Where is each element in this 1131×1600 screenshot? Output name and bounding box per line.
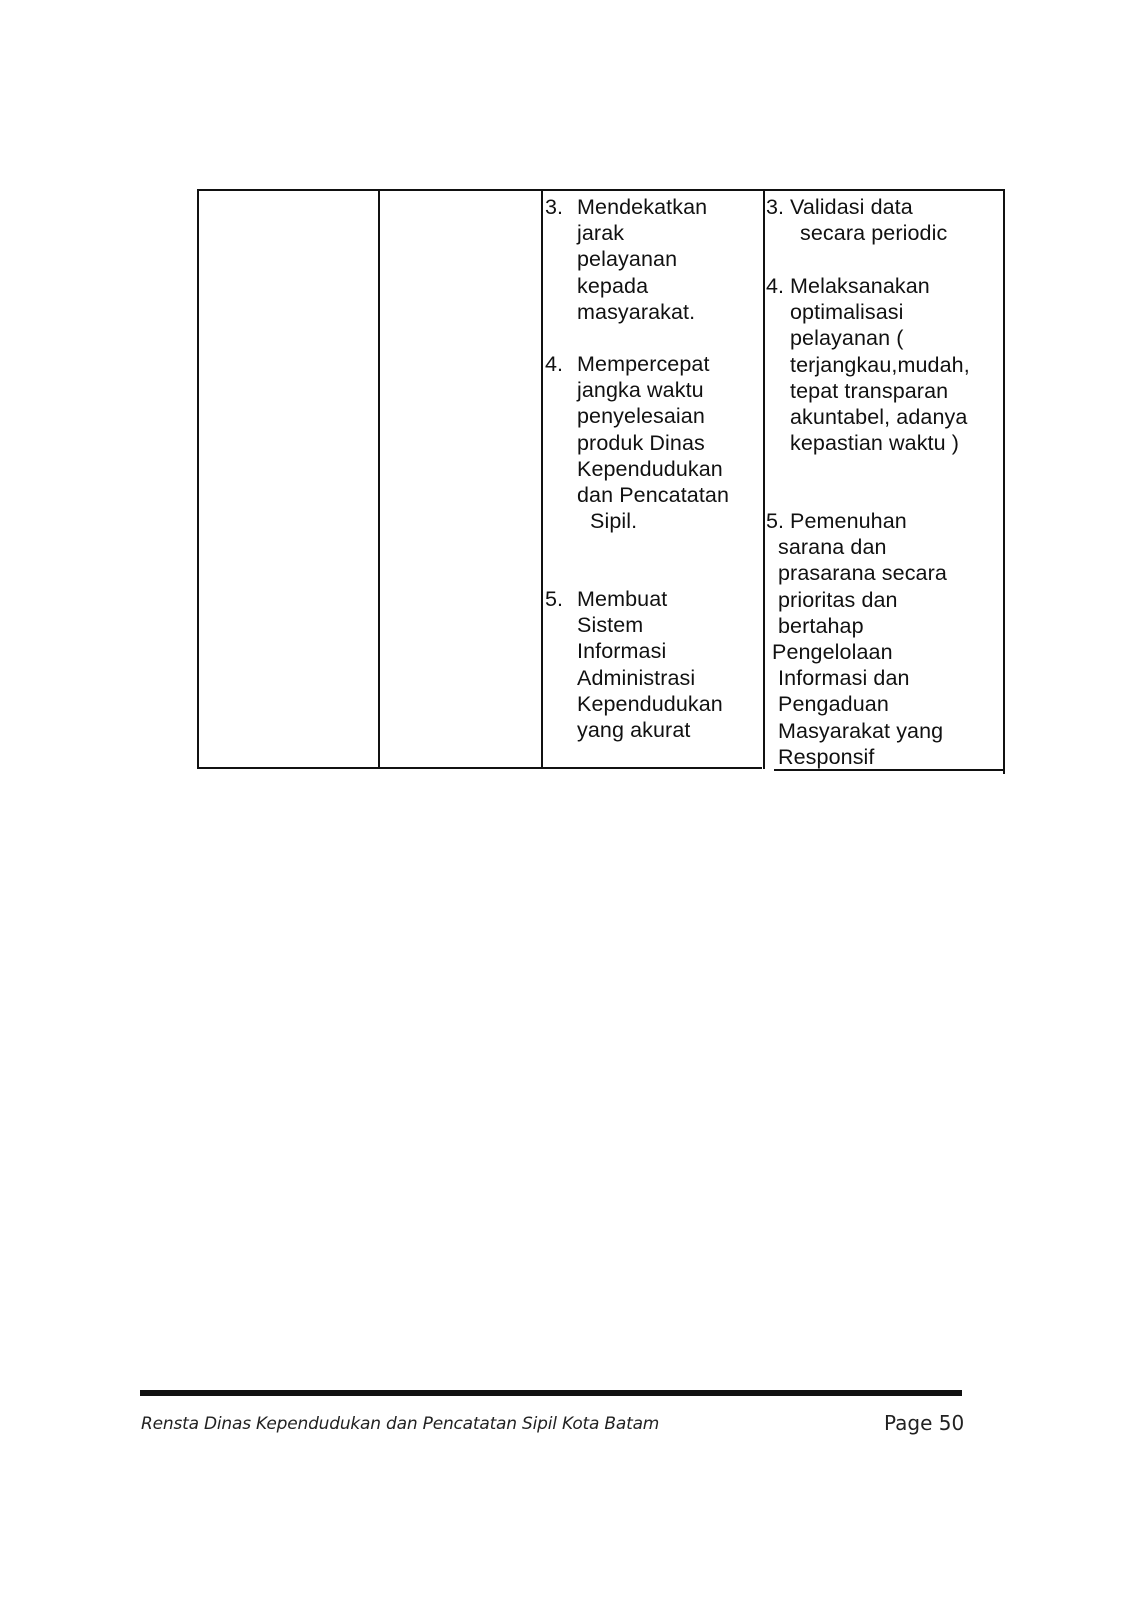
col-divider-3 xyxy=(763,189,765,769)
item-line: terjangkau,mudah, xyxy=(790,352,970,377)
item-line: kepada xyxy=(577,273,649,298)
col3-item-4 xyxy=(545,351,729,534)
item-number: 3. xyxy=(545,195,564,219)
footer-page-number: Page 50 xyxy=(884,1411,965,1435)
item-line: Melaksanakan xyxy=(790,274,930,298)
item-line: Mempercepat xyxy=(577,352,710,376)
item-line: prasarana secara xyxy=(778,561,947,586)
item-line: Informasi dan xyxy=(778,666,910,691)
item-line: jangka waktu xyxy=(577,378,704,403)
item-line: Pemenuhan xyxy=(790,509,907,533)
table-border-right xyxy=(1003,189,1005,774)
item-line: optimalisasi xyxy=(790,300,904,325)
item-line: masyarakat. xyxy=(577,299,696,324)
col3-item-3 xyxy=(545,194,707,325)
item-line: produk Dinas xyxy=(577,430,705,455)
item-line: Mendekatkan xyxy=(577,195,708,219)
item-line: Pengelolaan xyxy=(772,640,893,665)
col-divider-1 xyxy=(378,189,380,769)
item-line: Membuat xyxy=(577,587,668,611)
item-line: Responsif xyxy=(778,744,875,769)
col4-item-4 xyxy=(766,273,970,456)
item-line: Pengaduan xyxy=(778,692,889,717)
item-line: dan Pencatatan xyxy=(577,483,730,508)
item-line: pelayanan xyxy=(577,247,678,272)
item-line: akuntabel, adanya xyxy=(790,405,968,430)
item-line: bertahap xyxy=(778,613,864,638)
item-number: 5. xyxy=(766,509,785,533)
item-line: secara periodic xyxy=(800,221,948,246)
item-line: tepat transparan xyxy=(790,378,949,403)
footer-document-title: Rensta Dinas Kependudukan dan Pencatatan Sipil Kota Batam xyxy=(141,1414,660,1434)
table-border-bottom xyxy=(197,767,762,769)
item-number: 4. xyxy=(766,274,785,298)
table-border-top xyxy=(197,189,1005,191)
item-line: kepastian waktu ) xyxy=(790,431,960,456)
item-line: prioritas dan xyxy=(778,587,898,612)
footer-rule xyxy=(140,1390,962,1396)
item-line: sarana dan xyxy=(778,535,887,560)
col4-item-3 xyxy=(766,194,947,246)
item-line: yang akurat xyxy=(577,718,691,743)
item-number: 4. xyxy=(545,352,564,376)
item-line: Kependudukan xyxy=(577,691,723,716)
item-line: penyelesaian xyxy=(577,404,705,429)
col4-item-5 xyxy=(766,508,947,770)
item-line: Validasi data xyxy=(790,195,913,219)
item-line: Sistem xyxy=(577,613,644,638)
strategy-table xyxy=(197,189,1005,771)
item-line: Administrasi xyxy=(577,665,696,690)
table-border-left xyxy=(197,189,199,769)
item-line: pelayanan ( xyxy=(790,326,904,351)
item-line: Informasi xyxy=(577,639,667,664)
item-line: jarak xyxy=(577,221,625,246)
item-number: 5. xyxy=(545,587,564,611)
col-divider-2 xyxy=(541,189,543,769)
item-line: Kependudukan xyxy=(577,456,723,481)
col3-item-5 xyxy=(545,586,723,743)
item-number: 3. xyxy=(766,195,785,219)
item-line: Masyarakat yang xyxy=(778,718,944,743)
item-line: Sipil. xyxy=(590,509,638,534)
